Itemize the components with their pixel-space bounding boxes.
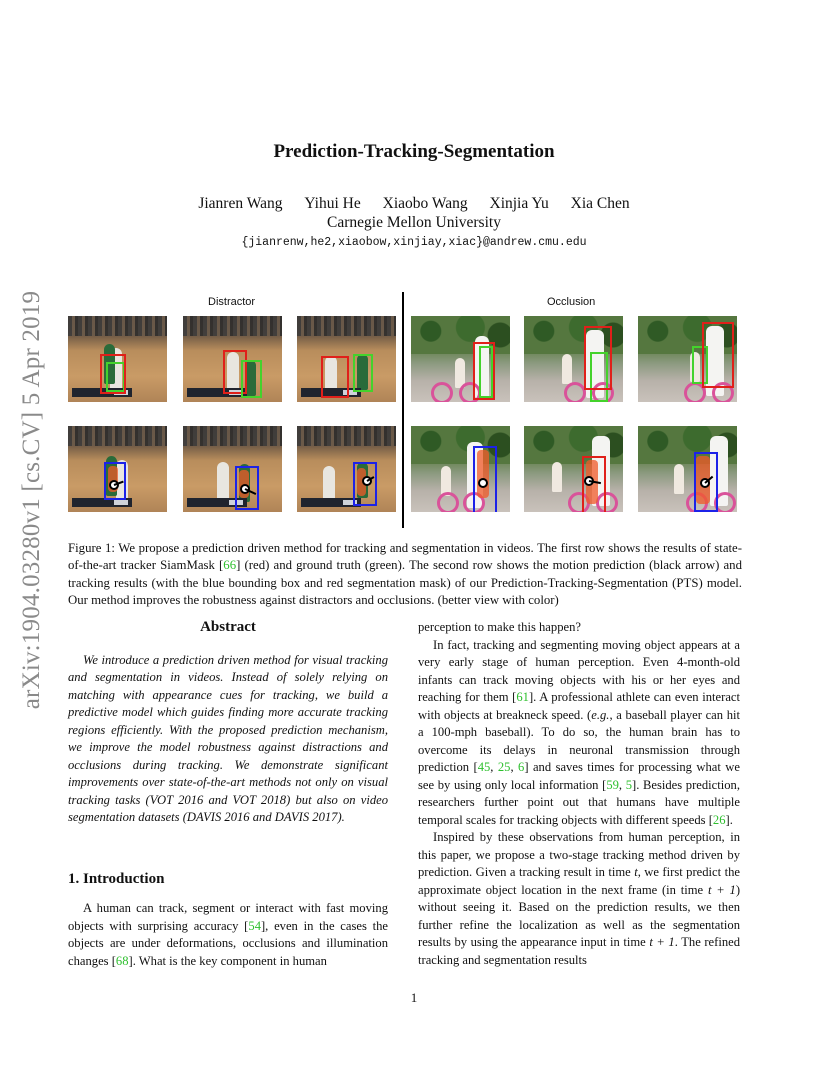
- citation-link[interactable]: 26: [712, 812, 726, 827]
- affiliation: Carnegie Mellon University: [327, 214, 501, 231]
- abstract-heading: Abstract: [200, 619, 256, 635]
- paragraph-human-perception: In fact, tracking and segmenting moving object appears at a very early stage of human perception. Even 4-month-old infants can track moving objects with his or her eyes and reaching for them [61]. A professional athlete can even interact with objects at breakneck speed. (e.g., a baseball player can hit a 100-mph baseball). To do so, the human brain has to overcome its delays in neuronal transmission through prediction [45, 25, 6] and saves times for processing what we see by using only local information [59, 5]. Besides prediction, researchers further point out that humans have multiple temporal scales for tracking objects with different speeds [26].: [418, 637, 741, 827]
- frame-occlusion-3-row1: [638, 316, 737, 402]
- figure-divider: [402, 292, 404, 528]
- author: Xiaobo Wang: [382, 195, 468, 212]
- citation-link[interactable]: 6: [518, 760, 525, 774]
- arxiv-id: arXiv:1904.03280v1 [cs.CV] 5 Apr 2019: [18, 290, 45, 710]
- author-list: [0, 195, 828, 213]
- citation-link[interactable]: 54: [248, 918, 261, 933]
- author: Xia Chen: [570, 195, 630, 212]
- page-number: 1: [410, 990, 418, 1005]
- figure-label-occlusion: Occlusion: [547, 296, 596, 308]
- frame-distractor-1-row1: [68, 316, 167, 402]
- citation-link[interactable]: 5: [625, 777, 632, 792]
- abstract-section: [68, 619, 388, 827]
- frame-occlusion-2-row1: [524, 316, 623, 402]
- figure-caption: Figure 1: We propose a prediction driven method for tracking and segmentation in videos. The first row shows the results of state-of-the-art tracker SiamMask [66] (red) and ground truth (green). The second row shows the motion prediction (black arrow) and tracking results (with the blue bounding box and red segmentation mask) of our Prediction-Tracking-Segmentation (PTS) model. Our method improves the robustness against distractors and occlusions. (better view with color): [68, 541, 742, 608]
- introduction-heading: 1. Introduction: [68, 871, 165, 887]
- citation-link[interactable]: 25: [497, 760, 511, 774]
- author: Yihui He: [304, 195, 361, 212]
- frame-occlusion-1-row1: [411, 316, 510, 402]
- frame-occlusion-2-row2: [524, 426, 623, 512]
- frame-distractor-1-row2: [68, 426, 167, 512]
- paragraph-method-overview: Inspired by these observations from human perception, in this paper, we propose a two-stage tracking method driven by prediction. Given a tracking result in time t, we first predict the approximate object location in the next frame (in time t + 1) without seeing it. Based on the prediction results, we then further refine the localization as well as the segmentation results by using the appearance input in time t + 1. The refined tracking and segmentation results: [418, 830, 741, 967]
- frame-occlusion-1-row2: [411, 426, 510, 512]
- paragraph-continuation: perception to make this happen?: [418, 620, 581, 634]
- frame-distractor-2-row1: [183, 316, 282, 402]
- author-email: {jianrenw,he2,xiaobow,xinjiay,xiac}@andrew.cmu.edu: [241, 236, 587, 249]
- frame-distractor-2-row2: [183, 426, 282, 512]
- frame-distractor-3-row2: [297, 426, 396, 512]
- frame-occlusion-3-row2: [638, 426, 737, 512]
- frame-distractor-3-row1: [297, 316, 396, 402]
- citation-link[interactable]: 61: [516, 690, 529, 704]
- citation-link[interactable]: 68: [115, 953, 129, 968]
- citation-link[interactable]: 59: [606, 777, 619, 792]
- citation-link[interactable]: 45: [477, 760, 491, 774]
- abstract-body: We introduce a prediction driven method for visual tracking and segmentation in videos. Instead of solely relying on matching with appearance cues for tracking, we build a predictive model which guides finding more accurate tracking regions efficiently. With the proposed prediction mechanism, we improve the model robustness against distractions and occlusions during tracking. We demonstrate significant improvements over state-of-the-art methods not only on visual tracking tasks (VOT 2016 and VOT 2018) but also on video segmentation datasets (DAVIS 2016 and DAVIS 2017).: [68, 652, 388, 824]
- paper-title: Prediction-Tracking-Segmentation: [273, 141, 555, 162]
- author: Jianren Wang: [198, 195, 283, 212]
- author: Xinjia Yu: [489, 195, 549, 212]
- citation-link[interactable]: 66: [223, 558, 237, 573]
- arxiv-stamp: [6, 290, 58, 710]
- intro-paragraph: A human can track, segment or interact with fast moving objects with surprising accuracy [54], even in the cases the objects are under deformations, occlusions and illumination changes [68]. What is the key component in human: [68, 901, 389, 968]
- figure-label-distractor: Distractor: [208, 296, 256, 308]
- right-column: [418, 619, 740, 969]
